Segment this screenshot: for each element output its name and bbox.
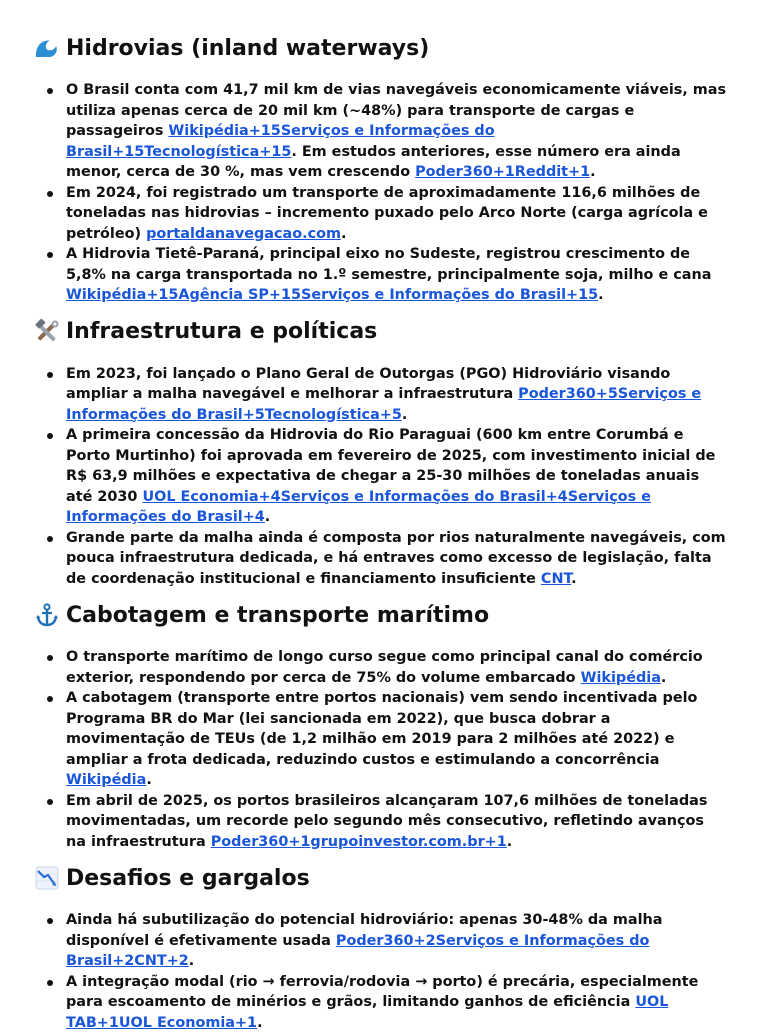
item-text: . xyxy=(265,509,270,525)
item-text: . xyxy=(661,670,666,686)
item-text: . Em estudos anteriores, esse número era ainda menor, cerca de 30 %, mas vem crescendo xyxy=(66,144,681,181)
section-heading xyxy=(34,595,728,635)
bullet-dot xyxy=(47,799,53,805)
item-text: Ainda há subutilização do potencial hidroviário: apenas 30-48% da malha disponível é efetivamente usada xyxy=(66,912,663,949)
bullet-dot xyxy=(47,536,53,542)
source-link[interactable]: Poder360+1grupoinvestor.com.br+1 xyxy=(211,834,507,850)
item-text: . xyxy=(507,834,512,850)
item-text: . xyxy=(571,571,576,587)
section-title: Desafios e gargalos xyxy=(66,866,310,891)
source-link[interactable]: portaldanavegacao.com xyxy=(146,226,341,242)
list-item xyxy=(34,183,728,245)
item-text: Em 2024, foi registrado um transporte de aproximadamente 116,6 milhões de toneladas nas hidrovias – incremento puxado pelo Arco Norte (carga agrícola e petróleo) xyxy=(66,185,708,242)
item-text: . xyxy=(402,407,407,423)
chart-decreasing-icon xyxy=(34,865,60,891)
section-title: Hidrovias (inland waterways) xyxy=(66,36,429,61)
section-title: Cabotagem e transporte marítimo xyxy=(66,603,489,628)
item-text: . xyxy=(341,226,346,242)
item-text: O transporte marítimo de longo curso segue como principal canal do comércio exterior, respondendo por cerca de 75% do volume embarcado xyxy=(66,649,703,686)
bullet-dot xyxy=(47,191,53,197)
source-link[interactable]: Wikipédia+15Agência SP+15Serviços e Informações do Brasil+15 xyxy=(66,287,598,303)
list-item xyxy=(34,425,728,528)
bullet-dot xyxy=(47,980,53,986)
item-text: A integração modal (rio → ferrovia/rodovia → porto) é precária, especialmente para escoamento de minérios e grãos, limitando ganhos de eficiência xyxy=(66,974,698,1011)
source-link[interactable]: UOL TAB+1UOL Economia+1 xyxy=(66,994,668,1031)
list-item xyxy=(34,910,728,972)
item-text: . xyxy=(598,287,603,303)
list-item xyxy=(34,647,728,688)
section xyxy=(34,28,728,306)
list-item xyxy=(34,364,728,426)
anchor-icon xyxy=(34,602,60,628)
list-item xyxy=(34,528,728,590)
section xyxy=(34,595,728,852)
item-text: . xyxy=(189,953,194,969)
bullet-dot xyxy=(47,918,53,924)
section-heading xyxy=(34,28,728,68)
source-link[interactable]: Wikipédia xyxy=(66,772,146,788)
item-text: A primeira concessão da Hidrovia do Rio Paraguai (600 km entre Corumbá e Porto Murtinho) foi aprovada em fevereiro de 2025, com investimento inicial de R$ 63,9 milhões e expectativa de chegar a 25-30 milhões de toneladas anuais até 2030 xyxy=(66,427,715,505)
list-item xyxy=(34,80,728,183)
hammer-wrench-icon xyxy=(34,319,60,345)
bullet-dot xyxy=(47,433,53,439)
bullet-dot xyxy=(47,88,53,94)
section xyxy=(34,312,728,590)
wave-icon xyxy=(34,35,60,61)
section-heading xyxy=(34,858,728,898)
item-text: Grande parte da malha ainda é composta por rios naturalmente navegáveis, com pouca infraestrutura dedicada, e há entraves como excesso de legislação, falta de coordenação institucional e financiamento insuficiente xyxy=(66,530,726,587)
source-link[interactable]: Poder360+5Serviços e Informações do Brasil+5Tecnologística+5 xyxy=(66,386,701,423)
source-link[interactable]: Wikipédia+15Serviços e Informações do Brasil+15Tecnologística+15 xyxy=(66,123,495,160)
bullet-list xyxy=(34,80,728,306)
section-heading xyxy=(34,312,728,352)
bullet-dot xyxy=(47,372,53,378)
item-text: . xyxy=(146,772,151,788)
bullet-list xyxy=(34,910,728,1033)
list-item xyxy=(34,244,728,306)
bullet-dot xyxy=(47,252,53,258)
item-text: Em abril de 2025, os portos brasileiros alcançaram 107,6 milhões de toneladas movimentadas, um recorde pelo segundo mês consecutivo, refletindo avanços na infraestrutura xyxy=(66,793,707,850)
item-text: Em 2023, foi lançado o Plano Geral de Outorgas (PGO) Hidroviário visando ampliar a malha navegável e melhorar a infraestrutura xyxy=(66,366,670,403)
bullet-dot xyxy=(47,696,53,702)
section-title: Infraestrutura e políticas xyxy=(66,319,377,344)
section xyxy=(34,858,728,1033)
item-text: O Brasil conta com 41,7 mil km de vias navegáveis economicamente viáveis, mas utiliza apenas cerca de 20 mil km (~48%) para transporte de cargas e passageiros xyxy=(66,82,726,139)
source-link[interactable]: Poder360+1Reddit+1 xyxy=(415,164,590,180)
bullet-list xyxy=(34,364,728,590)
list-item xyxy=(34,688,728,791)
source-link[interactable]: Poder360+2Serviços e Informações do Brasil+2CNT+2 xyxy=(66,933,649,970)
item-text: . xyxy=(590,164,595,180)
bullet-list xyxy=(34,647,728,852)
item-text: A cabotagem (transporte entre portos nacionais) vem sendo incentivada pelo Programa BR do Mar (lei sancionada em 2022), que busca dobrar a movimentação de TEUs (de 1,2 milhão em 2019 para 2 milhões até 2022) e ampliar a frota dedicada, reduzindo custos e estimulando a concorrência xyxy=(66,690,697,768)
item-text: A Hidrovia Tietê-Paraná, principal eixo no Sudeste, registrou crescimento de 5,8% na carga transportada no 1.º semestre, principalmente soja, milho e cana xyxy=(66,246,711,283)
source-link[interactable]: CNT xyxy=(541,571,571,587)
source-link[interactable]: Wikipédia xyxy=(581,670,661,686)
bullet-dot xyxy=(47,655,53,661)
item-text: . xyxy=(257,1015,262,1031)
list-item xyxy=(34,791,728,853)
source-link[interactable]: UOL Economia+4Serviços e Informações do Brasil+4Serviços e Informações do Brasil+4 xyxy=(66,489,651,526)
